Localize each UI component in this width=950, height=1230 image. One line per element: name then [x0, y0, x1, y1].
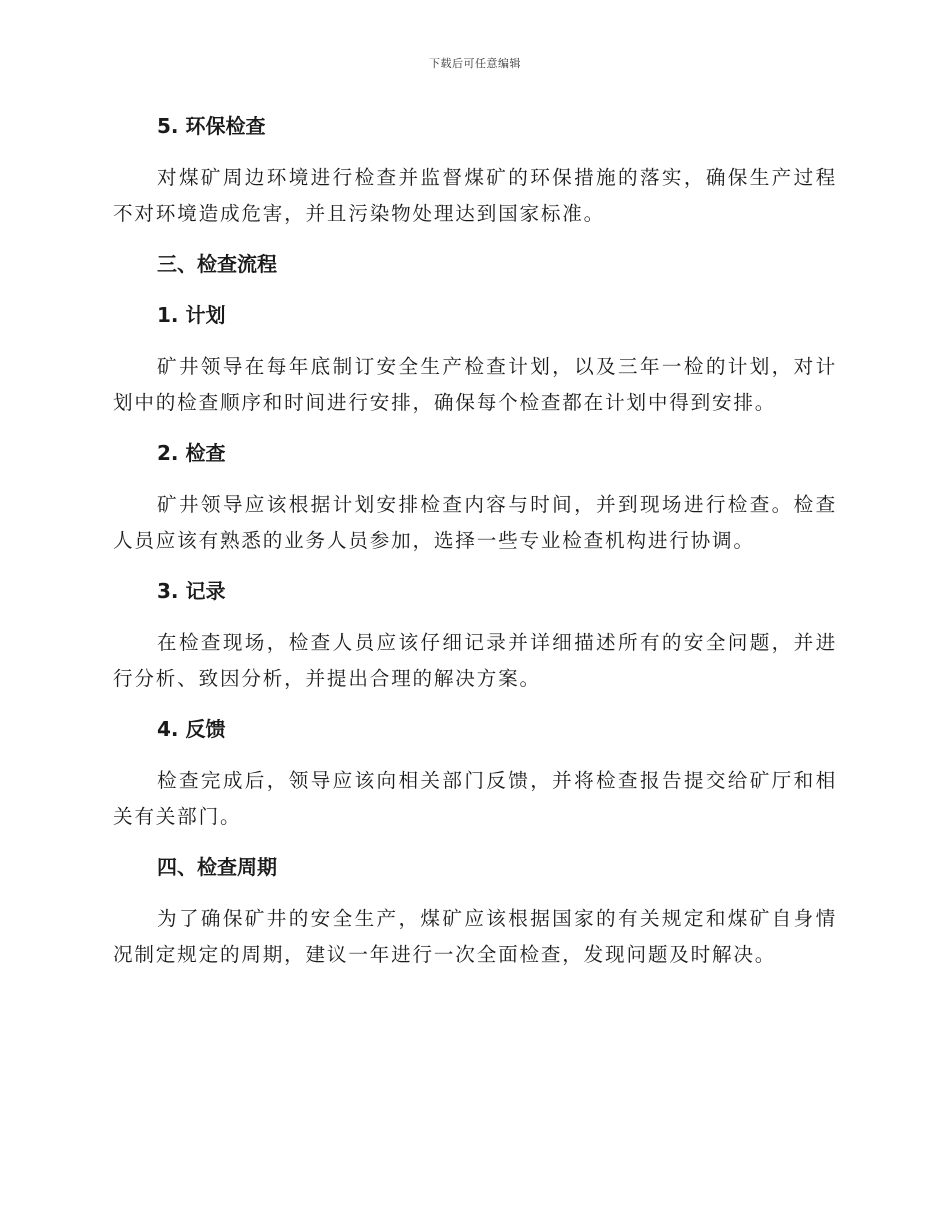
heading-inspection-process: 三、检查流程 [157, 252, 277, 276]
paragraph-inspection-cycle: 为了确保矿井的安全生产，煤矿应该根据国家的有关规定和煤矿自身情况制定规定的周期，建议一年进行一次全面检查，发现问题及时解决。 [113, 907, 837, 966]
paragraph-inspect: 矿井领导应该根据计划安排检查内容与时间，并到现场进行检查。检查人员应该有熟悉的业务人员参加，选择一些专业检查机构进行协调。 [113, 493, 837, 552]
header-note: 下载后可任意编辑 [429, 57, 521, 70]
heading-feedback: 4. 反馈 [157, 717, 226, 741]
heading-inspect: 2. 检查 [157, 441, 226, 465]
paragraph-record: 在检查现场，检查人员应该仔细记录并详细描述所有的安全问题，并进行分析、致因分析，并提出合理的解决方案。 [113, 631, 837, 690]
paragraph-plan: 矿井领导在每年底制订安全生产检查计划，以及三年一检的计划，对计划中的检查顺序和时间进行安排，确保每个检查都在计划中得到安排。 [113, 355, 837, 414]
heading-record: 3. 记录 [157, 579, 226, 603]
heading-environmental-inspection: 5. 环保检查 [157, 114, 266, 138]
paragraph-feedback: 检查完成后，领导应该向相关部门反馈，并将检查报告提交给矿厅和相关有关部门。 [113, 769, 837, 828]
heading-inspection-cycle: 四、检查周期 [157, 855, 277, 879]
document-body [113, 108, 837, 972]
paragraph-environmental-inspection: 对煤矿周边环境进行检查并监督煤矿的环保措施的落实，确保生产过程不对环境造成危害，并且污染物处理达到国家标准。 [113, 166, 837, 225]
heading-plan: 1. 计划 [157, 303, 226, 327]
